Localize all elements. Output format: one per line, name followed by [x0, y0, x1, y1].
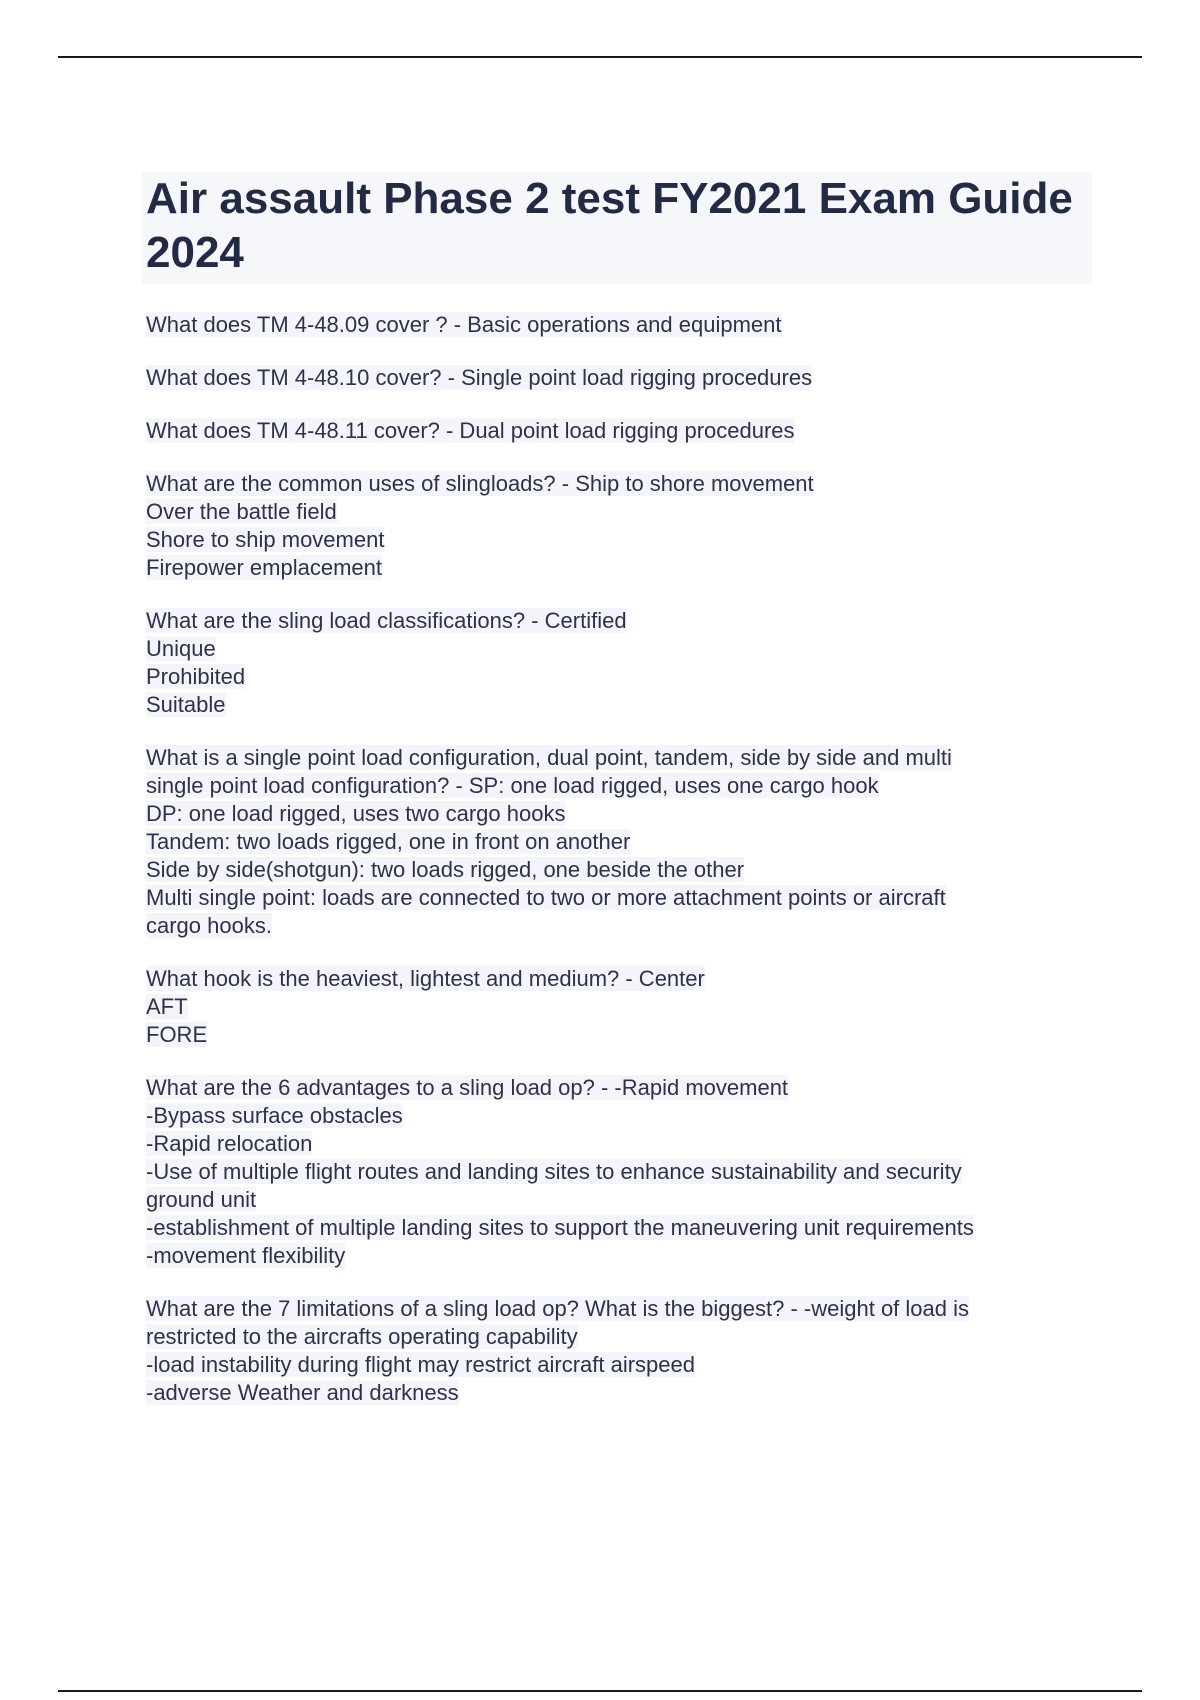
qa-line-text: -Rapid relocation: [146, 1131, 313, 1156]
qa-line-text: -Use of multiple flight routes and landing sites to enhance sustainability and security: [146, 1159, 962, 1184]
qa-line: [146, 884, 1086, 912]
qa-line: [146, 1214, 1086, 1242]
qa-item: [146, 364, 1086, 392]
qa-line: [146, 311, 1086, 339]
qa-line: [146, 1295, 1086, 1323]
qa-line: [146, 417, 1086, 445]
qa-line: [146, 364, 1086, 392]
qa-line-text: Tandem: two loads rigged, one in front on another: [146, 829, 631, 854]
document-title: Air assault Phase 2 test FY2021 Exam Guide 2024: [146, 174, 1073, 277]
qa-line-text: cargo hooks.: [146, 913, 272, 938]
qa-line: [146, 607, 1086, 635]
qa-line-text: -movement flexibility: [146, 1243, 346, 1268]
qa-line-text: FORE: [146, 1022, 208, 1047]
qa-line: [146, 1021, 1086, 1049]
qa-line-text: Unique: [146, 636, 216, 661]
qa-line: [146, 912, 1086, 940]
qa-line: [146, 993, 1086, 1021]
qa-item: [146, 965, 1086, 1049]
qa-line: [146, 744, 1086, 772]
qa-line-text: Shore to ship movement: [146, 527, 385, 552]
qa-line-text: Side by side(shotgun): two loads rigged, one beside the other: [146, 857, 745, 882]
qa-line-text: DP: one load rigged, uses two cargo hooks: [146, 801, 566, 826]
qa-item: [146, 744, 1086, 940]
bottom-rule: [58, 1690, 1142, 1692]
qa-line: [146, 1379, 1086, 1407]
qa-line: [146, 828, 1086, 856]
qa-line-text: What are the 7 limitations of a sling load op? What is the biggest? - -weight of load is: [146, 1296, 969, 1321]
qa-line-text: What does TM 4-48.09 cover ? - Basic operations and equipment: [146, 312, 782, 337]
qa-line: [146, 1158, 1086, 1186]
qa-line-text: What does TM 4-48.10 cover? - Single point load rigging procedures: [146, 365, 813, 390]
qa-line: [146, 554, 1086, 582]
qa-item: [146, 1295, 1086, 1407]
qa-line-text: Over the battle field: [146, 499, 337, 524]
qa-line-text: Multi single point: loads are connected to two or more attachment points or aircraft: [146, 885, 946, 910]
qa-item: [146, 607, 1086, 719]
qa-line-text: single point load configuration? - SP: one load rigged, uses one cargo hook: [146, 773, 879, 798]
qa-line: [146, 856, 1086, 884]
qa-line-text: -Bypass surface obstacles: [146, 1103, 403, 1128]
qa-line: [146, 691, 1086, 719]
qa-line-text: Prohibited: [146, 664, 246, 689]
qa-line: [146, 1351, 1086, 1379]
qa-line: [146, 635, 1086, 663]
qa-line-text: -establishment of multiple landing sites to support the maneuvering unit requirements: [146, 1215, 974, 1240]
qa-line: [146, 1074, 1086, 1102]
qa-item: [146, 311, 1086, 339]
qa-line-text: -load instability during flight may restrict aircraft airspeed: [146, 1352, 696, 1377]
qa-line: [146, 772, 1086, 800]
top-rule: [58, 56, 1142, 58]
qa-line: [146, 1186, 1086, 1214]
qa-line-text: AFT: [146, 994, 188, 1019]
qa-list: [146, 311, 1086, 1432]
qa-line: [146, 498, 1086, 526]
qa-line-text: Firepower emplacement: [146, 555, 382, 580]
qa-line-text: -adverse Weather and darkness: [146, 1380, 459, 1405]
qa-line: [146, 470, 1086, 498]
qa-line: [146, 965, 1086, 993]
qa-line: [146, 1130, 1086, 1158]
qa-line: [146, 1242, 1086, 1270]
qa-line: [146, 800, 1086, 828]
qa-line-text: What are the common uses of slingloads? - Ship to shore movement: [146, 471, 814, 496]
qa-item: [146, 470, 1086, 582]
qa-line-text: Suitable: [146, 692, 226, 717]
qa-item: [146, 417, 1086, 445]
qa-line-text: What are the sling load classifications? - Certified: [146, 608, 627, 633]
qa-line: [146, 526, 1086, 554]
qa-line-text: What are the 6 advantages to a sling load op? - -Rapid movement: [146, 1075, 789, 1100]
qa-item: [146, 1074, 1086, 1270]
qa-line-text: What does TM 4-48.11 cover? - Dual point load rigging procedures: [146, 418, 795, 443]
qa-line-text: ground unit: [146, 1187, 257, 1212]
qa-line: [146, 1102, 1086, 1130]
qa-line-text: What is a single point load configuration, dual point, tandem, side by side and multi: [146, 745, 952, 770]
qa-line: [146, 1323, 1086, 1351]
qa-line-text: What hook is the heaviest, lightest and medium? - Center: [146, 966, 705, 991]
qa-line-text: restricted to the aircrafts operating capability: [146, 1324, 578, 1349]
qa-line: [146, 663, 1086, 691]
